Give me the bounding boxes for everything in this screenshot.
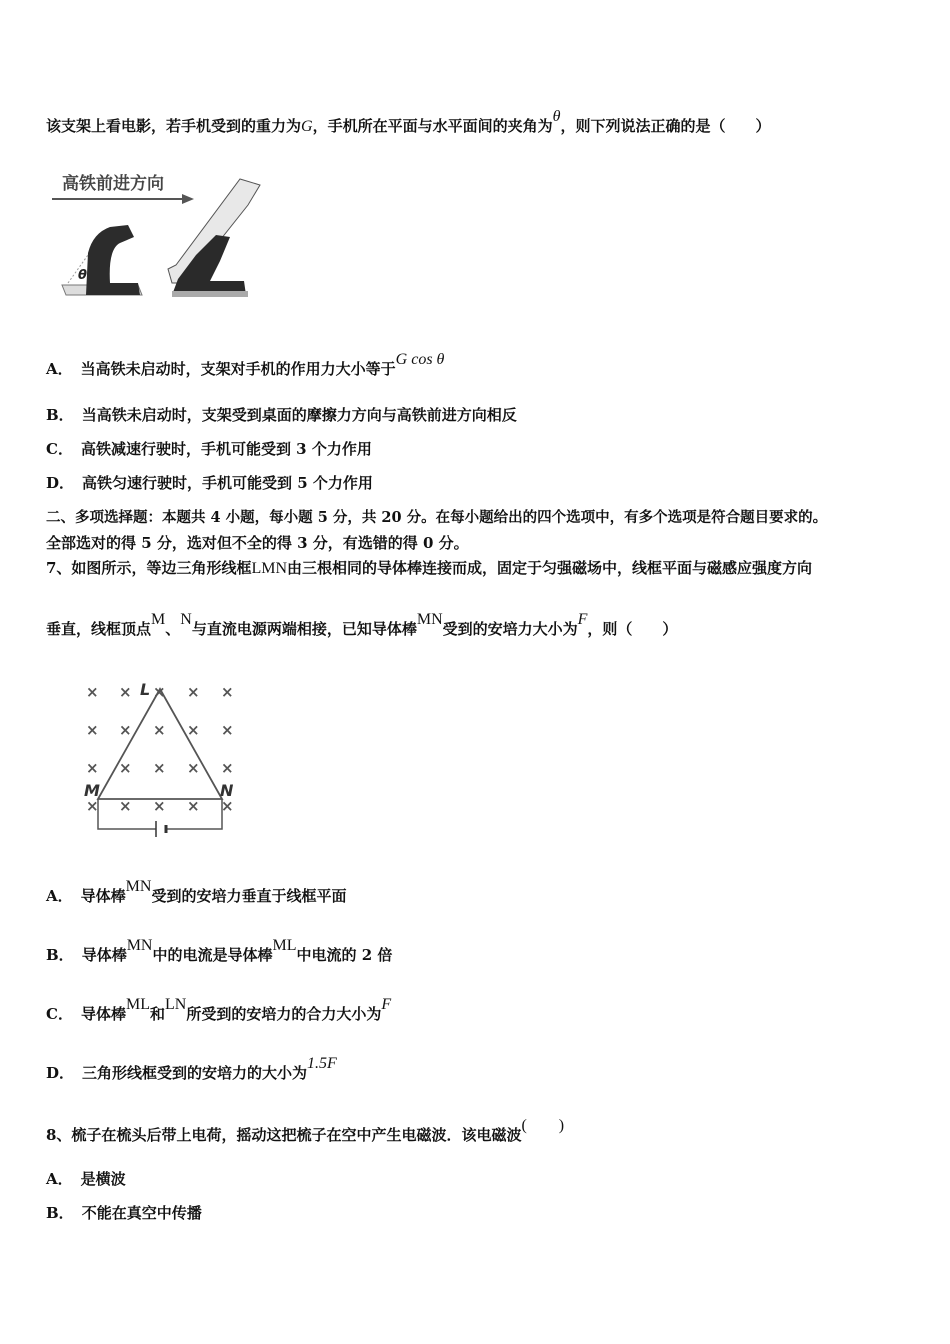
field-cross: ×: [153, 797, 166, 815]
section2-heading-line1: 二、多项选择题：本题共 4 小题，每小题 5 分，共 20 分。在每小题给出的四个选项中，有多个选项是符合题目要求的。: [46, 509, 828, 526]
field-cross: ×: [187, 797, 200, 815]
q7-separator: 、: [165, 620, 181, 638]
field-cross: ×: [86, 797, 99, 815]
q6-var-theta: θ: [552, 108, 561, 125]
field-cross: ×: [187, 721, 200, 739]
q7-stem-line2: [46, 611, 678, 639]
q7-option-b: [46, 937, 393, 965]
option-key: B．: [46, 1204, 74, 1222]
field-cross: ×: [221, 683, 234, 701]
q7-var-n: N: [180, 611, 192, 628]
q8-option-a: [46, 1168, 126, 1189]
option-math: MN: [125, 878, 152, 895]
phone-stand-figure: [48, 165, 278, 309]
field-cross: ×: [86, 759, 99, 777]
option-text: 所受到的安培力的合力大小为: [186, 1005, 382, 1023]
triangle-lmn: [98, 689, 222, 799]
option-text: 当高铁未启动时，支架受到桌面的摩擦力方向与高铁前进方向相反: [81, 406, 517, 424]
option-math: LN: [164, 996, 187, 1013]
vertex-label-m: M: [84, 781, 100, 800]
option-text: 是横波: [80, 1170, 126, 1188]
q7-var-f: F: [577, 611, 588, 628]
q6-option-d: [46, 472, 373, 493]
field-cross: ×: [187, 759, 200, 777]
option-math: MN: [126, 937, 153, 954]
q7-option-c: [46, 996, 392, 1024]
option-key: D．: [46, 474, 75, 492]
option-text: 和: [149, 1005, 165, 1023]
field-cross: ×: [221, 797, 234, 815]
vertex-label-l: L: [140, 680, 151, 699]
magnetic-field-crosses: [86, 683, 234, 815]
option-text: 导体棒: [80, 1005, 126, 1023]
field-cross: ×: [119, 797, 132, 815]
q8-option-b: [46, 1202, 202, 1223]
option-text: 高铁匀速行驶时，手机可能受到 5 个力作用: [82, 474, 373, 492]
q7-stem-text-c: 垂直，线框顶点: [46, 620, 152, 638]
field-cross: ×: [187, 683, 200, 701]
option-math: G cos θ: [395, 351, 445, 368]
option-text: 中电流的 2 倍: [296, 946, 393, 964]
option-key: D．: [46, 1064, 75, 1082]
q7-var-lmn: LMN: [251, 560, 288, 577]
direction-arrow-head: [182, 194, 194, 204]
option-key: B．: [46, 946, 74, 964]
q7-var-m: M: [151, 611, 166, 628]
q6-stem-text-c: ，则下列说法正确的是（ ）: [560, 117, 771, 135]
field-cross: ×: [86, 683, 99, 701]
option-key: B．: [46, 406, 74, 424]
q6-var-g: G: [301, 118, 313, 135]
field-cross: ×: [119, 721, 132, 739]
option-text: 导体棒: [81, 946, 127, 964]
q6-option-a: [46, 351, 445, 379]
q7-stem-line1: [46, 557, 812, 578]
triangle-circuit-diagram: [78, 675, 248, 845]
direction-label: 高铁前进方向: [62, 174, 164, 194]
q7-stem-text-e: 受到的安培力大小为: [442, 620, 578, 638]
vertex-label-n: N: [220, 781, 234, 800]
option-text: 高铁减速行驶时，手机可能受到 3 个力作用: [80, 440, 372, 458]
q7-stem-text-f: ，则（ ）: [587, 620, 678, 638]
section2-heading-line2: 全部选对的得 5 分，选对但不全的得 3 分，有选错的得 0 分。: [46, 534, 469, 552]
left-stand-body: [86, 225, 140, 295]
option-key: C．: [46, 1005, 73, 1023]
q8-answer-paren: ( ): [521, 1117, 565, 1134]
option-text: 导体棒: [80, 887, 126, 905]
q8-stem: [46, 1117, 565, 1145]
q7-option-a: [46, 878, 347, 906]
option-key: C．: [46, 440, 73, 458]
q7-var-mn: MN: [416, 611, 443, 628]
field-cross: ×: [153, 683, 166, 701]
field-cross: ×: [153, 721, 166, 739]
triangle-circuit-figure: [78, 675, 248, 849]
option-math: ML: [125, 996, 150, 1013]
option-key: A．: [46, 360, 73, 378]
option-text: 中的电流是导体棒: [152, 946, 273, 964]
field-cross: ×: [119, 759, 132, 777]
q8-stem-text: 8、梳子在梳头后带上电荷，摇动这把梳子在空中产生电磁波．该电磁波: [46, 1126, 522, 1144]
field-cross: ×: [119, 683, 132, 701]
q7-stem-text-b: 由三根相同的导体棒连接而成，固定于匀强磁场中，线框平面与磁感应强度方向: [287, 559, 813, 577]
option-text: 当高铁未启动时，支架对手机的作用力大小等于: [80, 360, 396, 378]
q6-stem-text-a: 该支架上看电影，若手机受到的重力为: [46, 117, 302, 135]
field-cross: ×: [153, 759, 166, 777]
option-math: F: [381, 996, 392, 1013]
option-text: 三角形线框受到的安培力的大小为: [82, 1064, 308, 1082]
right-stand-base: [172, 291, 248, 297]
field-cross: ×: [221, 721, 234, 739]
angle-label: θ: [78, 268, 87, 283]
q6-stem-text-b: ，手机所在平面与水平面间的夹角为: [312, 117, 553, 135]
q6-stem: [46, 108, 771, 136]
field-cross: ×: [221, 759, 234, 777]
q6-option-b: [46, 404, 517, 425]
phone-stand-illustration: [48, 165, 278, 305]
q7-stem-text-a: 7、如图所示，等边三角形线框: [46, 559, 252, 577]
option-key: A．: [46, 1170, 73, 1188]
option-math: 1.5F: [307, 1055, 337, 1072]
field-cross: ×: [86, 721, 99, 739]
q7-option-d: [46, 1055, 337, 1083]
option-text: 不能在真空中传播: [81, 1204, 202, 1222]
option-key: A．: [46, 887, 73, 905]
option-text: 受到的安培力垂直于线框平面: [151, 887, 347, 905]
q6-option-c: [46, 438, 372, 459]
option-math: ML: [272, 937, 297, 954]
q7-stem-text-d: 与直流电源两端相接，已知导体棒: [191, 620, 417, 638]
